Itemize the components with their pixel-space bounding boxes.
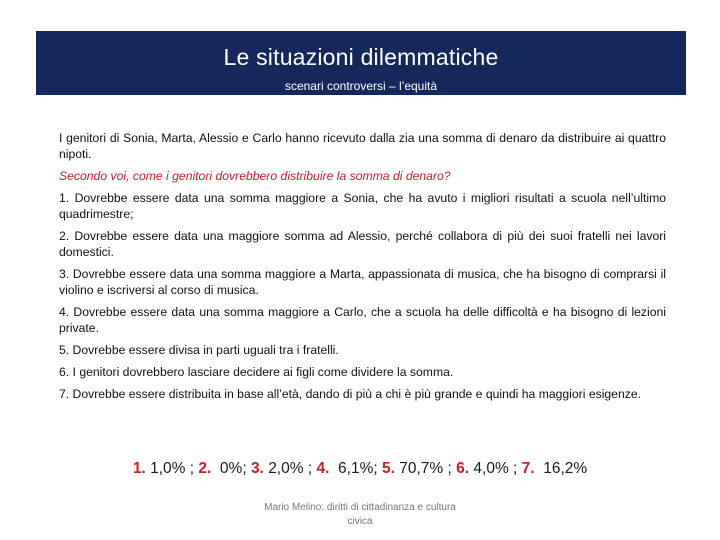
option-7: 7. Dovrebbe essere distribuita in base all’età, dando di più a chi è più grande e quindi ha maggiori esigenze.: [59, 387, 641, 401]
result-separator: ;: [242, 460, 247, 477]
result-value: 6,1%: [338, 460, 374, 477]
result-separator: ;: [443, 460, 452, 477]
result-value: 4,0%: [473, 460, 509, 477]
title-banner: [36, 31, 686, 95]
option-3: 3. Dovrebbe essere data una somma maggiore a Marta, appassionata di musica, che ha bisogno di comprarsi il violino e iscriversi al corso di musica.: [59, 267, 666, 297]
result-number: 5.: [382, 460, 395, 477]
results-line: [0, 459, 720, 479]
slide-subtitle: scenari controversi – l’equità: [284, 79, 438, 93]
result-value: 70,7%: [399, 460, 444, 477]
option-1: 1. Dovrebbe essere data una somma maggiore a Sonia, che ha avuto i migliori risultati a scuola nell’ultimo quadrimestre;: [59, 191, 666, 221]
footer-credit: Mario Melino: diritti di cittadinanza e cultura civica: [264, 502, 456, 527]
result-number: 3.: [250, 460, 264, 477]
intro-paragraph: I genitori di Sonia, Marta, Alessio e Carlo hanno ricevuto dalla zia una somma di denaro da distribuire ai quattro nipoti.: [59, 131, 666, 161]
question-text: Secondo voi, come i genitori dovrebbero distribuire la somma di denaro?: [59, 169, 451, 183]
result-number: 1.: [132, 460, 146, 477]
result-separator: ;: [303, 460, 313, 477]
result-value: 16,2%: [543, 460, 588, 477]
option-2: 2. Dovrebbe essere data una maggiore somma ad Alessio, perché collabora di più dei suoi fratelli nei lavori domestici.: [59, 229, 666, 259]
result-number: 7.: [521, 460, 535, 477]
option-5: 5. Dovrebbe essere divisa in parti uguali tra i fratelli.: [59, 343, 339, 357]
result-value: 1,0%: [150, 460, 186, 477]
result-value: 2,0%: [268, 460, 304, 477]
result-separator: ;: [508, 460, 518, 477]
result-number: 4.: [316, 460, 330, 477]
option-6: 6. I genitori dovrebbero lasciare decidere ai figli come dividere la somma.: [59, 365, 454, 379]
slide-body: [59, 130, 666, 408]
result-number: 2.: [198, 460, 212, 477]
result-value: 0%: [219, 460, 243, 477]
result-number: 6.: [456, 460, 470, 477]
result-separator: ;: [373, 460, 378, 477]
option-4: 4. Dovrebbe essere data una somma maggiore a Carlo, che a scuola ha delle difficoltà e ha bisogno di lezioni private.: [59, 305, 666, 335]
result-separator: ;: [185, 460, 195, 477]
slide-title: Le situazioni dilemmatiche: [223, 44, 499, 70]
